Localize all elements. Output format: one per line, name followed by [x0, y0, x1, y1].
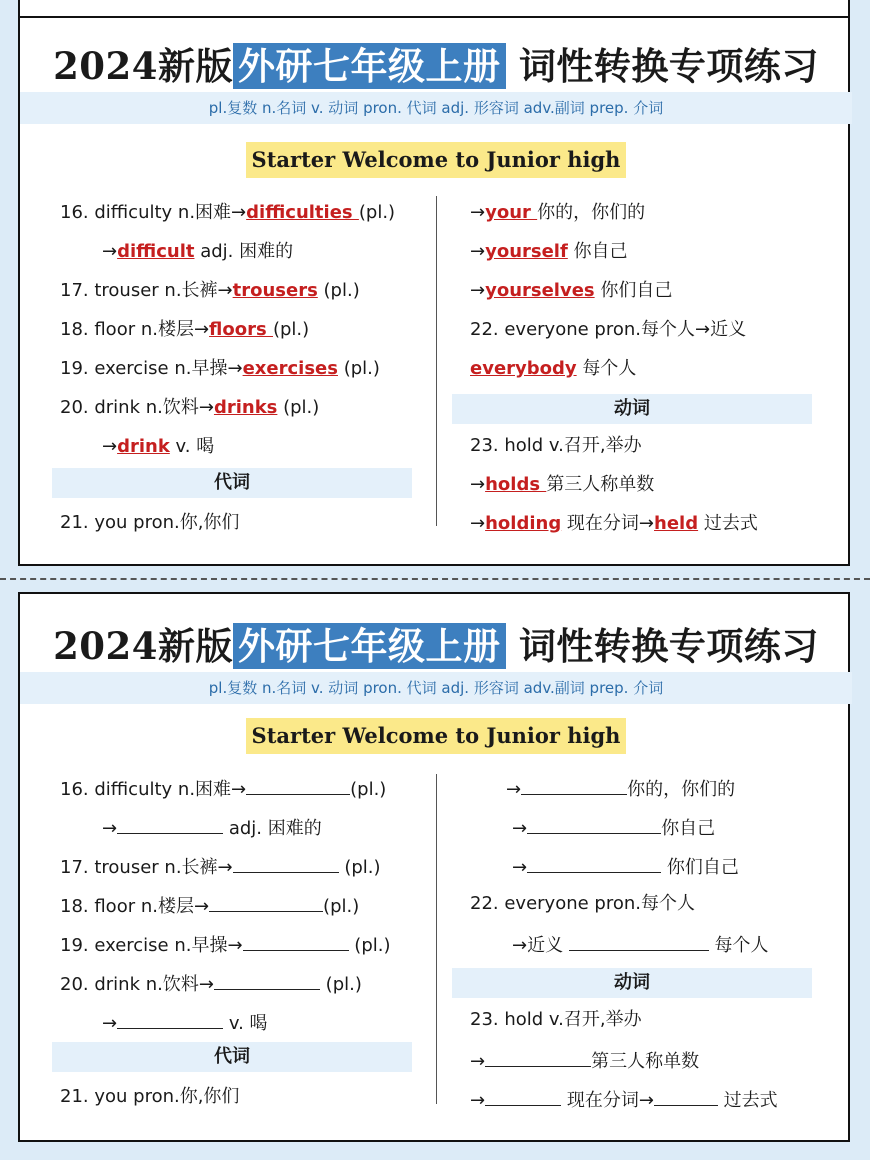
- answer: holds: [485, 474, 547, 495]
- entry-16-adj: → adj. 困难的: [102, 813, 322, 839]
- answer: drink: [117, 436, 170, 457]
- abbreviation-legend: pl.复数 n.名词 v. 动词 pron. 代词 adj. 形容词 adv.副词 prep. 介词: [20, 92, 852, 124]
- column-divider: [436, 774, 437, 1104]
- abbreviation-legend: pl.复数 n.名词 v. 动词 pron. 代词 adj. 形容词 adv.副词 prep. 介词: [20, 672, 852, 704]
- entry-16-plural: 16. difficulty n.困难→difficulties (pl.): [60, 202, 396, 223]
- title-highlight: 外研七年级上册: [233, 623, 506, 669]
- answer-blank[interactable]: [243, 930, 349, 951]
- entry-22: 22. everyone pron.每个人: [470, 893, 695, 914]
- title-highlight: 外研七年级上册: [233, 43, 506, 89]
- entry-19: 19. exercise n.早操→ (pl.): [60, 930, 391, 956]
- entry-23-participle: → 现在分词→ 过去式: [470, 1085, 778, 1111]
- answer: difficult: [117, 241, 195, 262]
- answer-sheet-card: [18, 0, 850, 566]
- answer-blank[interactable]: [209, 891, 323, 912]
- answer: holding: [485, 513, 562, 534]
- answer: exercises: [242, 358, 338, 379]
- top-rule: [20, 16, 848, 18]
- answer: drinks: [213, 397, 278, 418]
- entry-20-plural: 20. drink n.饮料→drinks (pl.): [60, 397, 320, 418]
- answer-blank[interactable]: [117, 1008, 223, 1029]
- entry-16-plural: 16. difficulty n.困难→ (pl.): [60, 774, 386, 800]
- cut-line: [0, 578, 870, 580]
- entry-21: 21. you pron.你,你们: [60, 1086, 240, 1107]
- entry-20-verb: → v. 喝: [102, 1008, 268, 1034]
- answer-blank[interactable]: [214, 969, 320, 990]
- entry-23-participle: →holding 现在分词→held 过去式: [470, 513, 758, 534]
- worksheet-title: [20, 36, 852, 90]
- answer: floors: [209, 319, 273, 340]
- entry-21-your: →your 你的，你们的: [470, 202, 646, 223]
- answer-blank[interactable]: [527, 813, 661, 834]
- answer-blank[interactable]: [654, 1085, 718, 1106]
- entry-17: 17. trouser n.长裤→trousers (pl.): [60, 280, 360, 301]
- entry-18: 18. floor n.楼层→floors (pl.): [60, 319, 310, 340]
- answer-blank[interactable]: [233, 852, 339, 873]
- entry-20-verb: →drink v. 喝: [102, 436, 215, 457]
- unit-heading: Starter Welcome to Junior high: [246, 142, 626, 178]
- entry-17: 17. trouser n.长裤→ (pl.): [60, 852, 381, 878]
- answer: everybody: [470, 358, 577, 379]
- entry-22-synonym: →近义 每个人: [512, 930, 769, 956]
- answer-blank[interactable]: [485, 1046, 591, 1067]
- section-pronoun: 代词: [52, 1042, 412, 1072]
- answer-blank[interactable]: [246, 774, 350, 795]
- practice-sheet-card: [18, 592, 850, 1142]
- entry-21-yourself: → 你自己: [512, 813, 715, 839]
- entry-22: 22. everyone pron.每个人→近义: [470, 319, 747, 340]
- entry-22-synonym: everybody 每个人: [470, 358, 637, 379]
- title-year: 2024新版: [53, 44, 234, 88]
- column-divider: [436, 196, 437, 526]
- title-year: 2024新版: [53, 624, 234, 668]
- answer-blank[interactable]: [569, 930, 709, 951]
- answer: trousers: [232, 280, 318, 301]
- entry-21: 21. you pron.你,你们: [60, 512, 240, 533]
- answer: held: [654, 513, 699, 534]
- unit-heading: Starter Welcome to Junior high: [246, 718, 626, 754]
- answer: yourselves: [485, 280, 595, 301]
- section-pronoun: 代词: [52, 468, 412, 498]
- answer-blank[interactable]: [527, 852, 661, 873]
- answer-blank[interactable]: [485, 1085, 561, 1106]
- title-topic: 词性转换专项练习: [518, 44, 819, 88]
- worksheet-title: [20, 616, 852, 670]
- entry-23: 23. hold v.召开,举办: [470, 1009, 642, 1030]
- entry-21-yourselves: →yourselves 你们自己: [470, 280, 673, 301]
- entry-23-third-person: →holds 第三人称单数: [470, 474, 655, 495]
- answer: your: [485, 202, 538, 223]
- entry-21-yourself: →yourself 你自己: [470, 241, 628, 262]
- section-verb: 动词: [452, 394, 812, 424]
- entry-21-your: → 你的，你们的: [506, 774, 735, 800]
- entry-19: 19. exercise n.早操→exercises (pl.): [60, 358, 380, 379]
- title-topic: 词性转换专项练习: [518, 624, 819, 668]
- entry-20-plural: 20. drink n.饮料→ (pl.): [60, 969, 362, 995]
- answer: yourself: [485, 241, 568, 262]
- section-verb: 动词: [452, 968, 812, 998]
- entry-18: 18. floor n.楼层→ (pl.): [60, 891, 359, 917]
- entry-21-yourselves: → 你们自己: [512, 852, 739, 878]
- answer: difficulties: [246, 202, 359, 223]
- entry-16-adj: →difficult adj. 困难的: [102, 241, 294, 262]
- entry-23: 23. hold v.召开,举办: [470, 435, 642, 456]
- answer-blank[interactable]: [521, 774, 627, 795]
- answer-blank[interactable]: [117, 813, 223, 834]
- entry-23-third-person: → 第三人称单数: [470, 1046, 699, 1072]
